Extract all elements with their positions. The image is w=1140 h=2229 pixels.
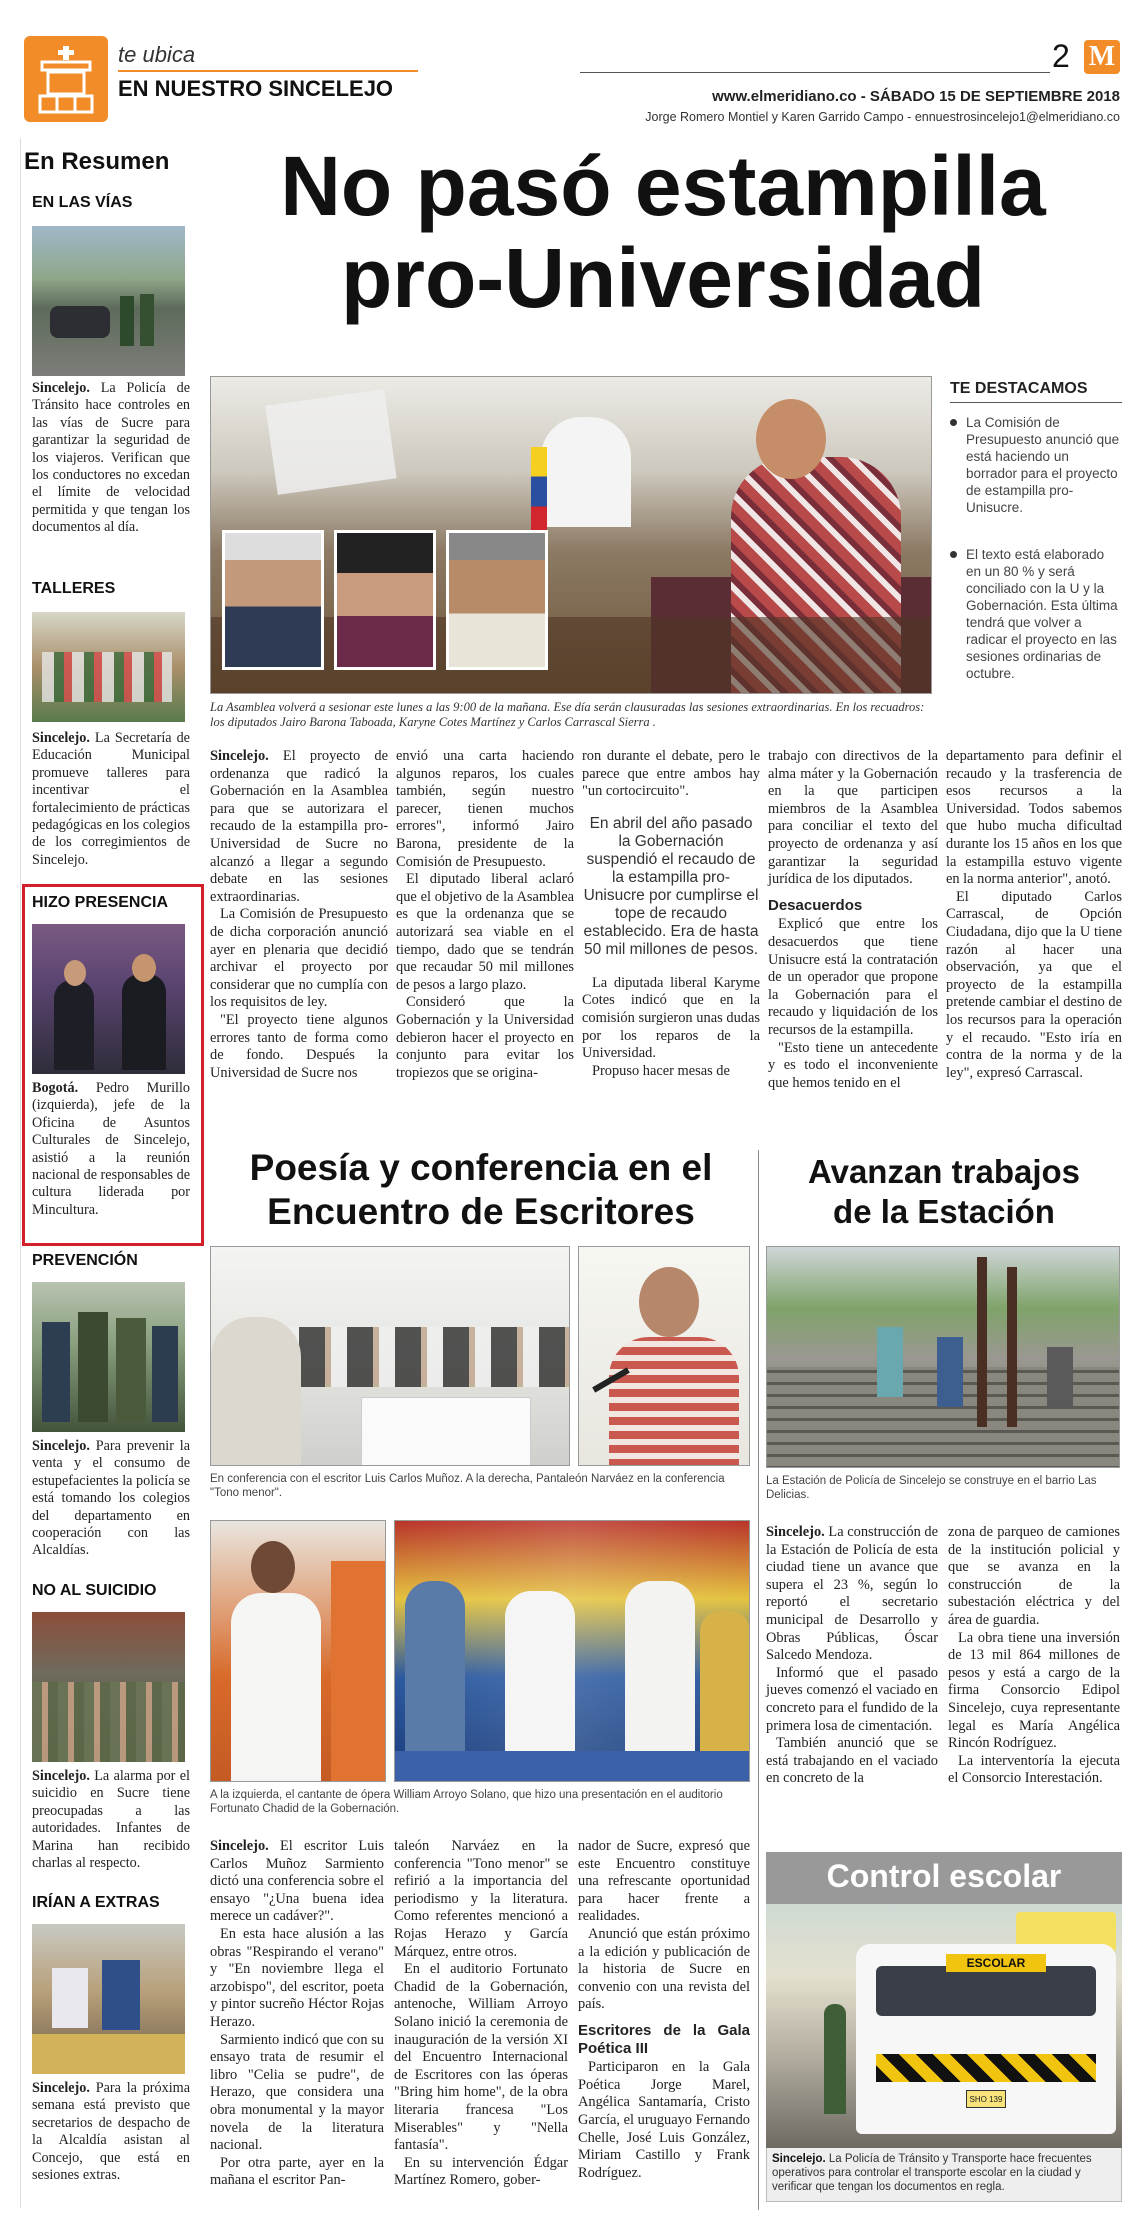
sidebar-item-text: Sincelejo. La Secretaría de Educación Municipal promueve talleres para incentivar el fortalecimiento de prácticas pedagógicas en los colegios de los corregimientos de Sincelejo. <box>32 730 190 868</box>
sidebar-photo-workshop <box>32 612 185 722</box>
section-kicker: te ubica <box>118 42 196 67</box>
brand-logo: M <box>1084 40 1120 74</box>
sidebar-item-text: Bogotá. Pedro Murillo (izquierda), jefe de la Oficina de Asuntos Culturales de Sincelejo, asistió a la reunión nacional de responsables de cultura liderada por Mincultura. <box>32 1080 190 1218</box>
section-logo <box>24 36 108 122</box>
pull-quote: En abril del año pasado la Gobernación suspendió el recaudo de la estampilla pro-Unisucre por cumplirse el tope de recaudo establecido. Era de hasta 50 mil millones de pesos. <box>583 814 759 958</box>
column-divider <box>758 1150 759 2210</box>
poetry-caption-2: A la izquierda, el cantante de ópera William Arroyo Solano, que hizo una presentación en el auditorio Fortunato Chadid de la Gobernación. <box>210 1789 723 1815</box>
poetry-col2: taleón Narváez en la conferencia "Tono menor" se refirió a la importancia del periodismo y la literatura. Como referentes mencionó a Rojas Herazo y García Márquez, entre otros. En el auditorio Fortunato Chadid de la Gobernación, antenoche, William Arroyo Solano inició la ceremonia de inauguración de la versión XI del Encuentro Internacional de Escritores con las óperas "Bring him home", de la obra literaria francesa "Los Miserables" y "Nella fantasía". En su intervención Édgar Martínez Romero, gober- <box>394 1838 568 2189</box>
van-sign: ESCOLAR <box>946 1954 1046 1972</box>
poetry-headline-line2: Encuentro de Escritores <box>267 1191 695 1232</box>
station-col2: zona de parqueo de camiones de la institución policial y que se avanza en la construcción de la subestación eléctrica y del área de guardia. La obra tiene una inversión de 13 mil 864 millones de pesos y está a cargo de la firma Consorcio Edipol Sincelejo, cuya representante legal es María Angélica Rincón Rodríguez. La interventoría la ejecuta el Consorcio Interestación. <box>948 1524 1120 1787</box>
highlights-title: TE DESTACAMOS <box>950 380 1088 397</box>
poetry-caption-1: En conferencia con el escritor Luis Carlos Muñoz. A la derecha, Pantaleón Narváez en la conferencia "Tono menor". <box>210 1473 725 1499</box>
sidebar-title: En Resumen <box>24 148 170 175</box>
van-plate: SHO 139 <box>966 2090 1006 2108</box>
main-headline-line2: pro-Universidad <box>340 231 986 325</box>
section-name: EN NUESTRO SINCELEJO <box>118 76 394 101</box>
highlight-item: El texto está elaborado en un 80 % y será conciliado con la U y la Gobernación. Esta última tendrá que volver a radicar el proyecto en las sesiones ordinarias de octubre. <box>950 546 1122 682</box>
sidebar-item-text: Sincelejo. Para prevenir la venta y el consumo de estupefacientes la policía se está tomando los colegios del departamento en cooperación con las Alcaldías. <box>32 1438 190 1559</box>
sidebar-item-text: Sincelejo. La Policía de Tránsito hace controles en las vías de Sucre para garantizar la seguridad de los viajeros. Verifican que los conductores no excedan el límite de velocidad permitida y que tengan los documentos al día. <box>32 380 190 536</box>
subhead: Escritores de la Gala Poética III <box>578 2021 750 2057</box>
sidebar-item-heading: IRÍAN A EXTRAS <box>32 1894 160 1911</box>
section-rule <box>118 70 418 72</box>
dateline: www.elmeridiano.co - SÁBADO 15 DE SEPTIEMBRE 2018 <box>712 88 1120 105</box>
church-icon <box>24 36 108 122</box>
school-caption: Sincelejo. La Policía de Tránsito y Transporte hace frecuentes operativos para controlar el transporte escolar en la ciudad y verificar que tengan los documentos en regla. <box>772 2153 1092 2193</box>
main-story-col4: trabajo con directivos de la alma máter y la Gobernación en la que participen miembros de la Asamblea para conciliar el texto del proyecto de ordenanza y así garantizar la seguridad jurídica de los diputados. Desacuerdos Explicó que entre los desacuerdos que tiene Unisucre está la contratación de un operador que propone la Gobernación para el recaudo y liquidación de los recursos de la estampilla. "Esto tiene un antecedente y es todo el inconveniente que hemos tenido en el <box>768 748 938 1091</box>
sidebar-item-text: Sincelejo. Para la próxima semana está previsto que secretarios de despacho de la Alcaldía asistan al Concejo, que está en sesiones extras. <box>32 2080 190 2184</box>
authors-line: Jorge Romero Montiel y Karen Garrido Campo - ennuestrosincelejo1@elmeridiano.co <box>645 110 1120 124</box>
highlights-list <box>950 414 1122 692</box>
sidebar-item-heading: NO AL SUICIDIO <box>32 1582 157 1599</box>
sidebar-item-heading: EN LAS VÍAS <box>32 194 133 211</box>
poetry-photo-conference <box>210 1246 570 1466</box>
poetry-photo-singer <box>210 1520 386 1782</box>
inset-portrait-1 <box>222 530 324 670</box>
sidebar-photo-marines <box>32 1612 185 1762</box>
poetry-photo-officials <box>394 1520 750 1782</box>
main-story-col2: envió una carta haciendo algunos reparos, los cuales también, según nuestro parecer, tienen muchos errores", informó Jairo Barona, presidente de la Comisión de Presupuesto. El diputado liberal aclaró que el objetivo de la Asamblea es que la ordenanza que se autorizará sea viable en el tiempo, dado que se tendrán que recaudar 50 mil millones de pesos a largo plazo. Consideró que la Gobernación y la Universidad debieron hacer el proyecto en conjunto para evitar los tropiezos que se origina- <box>396 748 574 1081</box>
sidebar-photo-meeting <box>32 924 185 1074</box>
main-story-col5: departamento para definir el recaudo y la trasferencia de esos recursos a la Universidad. Todos sabemos que hubo mucha dificultad durante los 15 años en los que la estampilla estuvo vigente en la norma anterior", anotó. El diputado Carlos Carrascal, de Opción Ciudadana, dijo que la U tiene razón al hacer una observación, ya que el proyecto de la estampilla pretende cambiar el destino de los recursos para la operación y el recaudo. "Esto iría en contra de la norma y de la ley", expresó Carrascal. <box>946 748 1122 1081</box>
station-col1: Sincelejo. La construcción de la Estación de Policía de esta ciudad tiene un avance que supera el 23 %, según lo reportó el secretario municipal de Desarrollo y Obras Públicas, Óscar Salcedo Mendoza. Informó que el pasado jueves comenzó el vaciado en concreto para el fundido de la primera losa de cimentación. También anunció que se está trabajando en el vaciado en concreto de la <box>766 1524 938 1787</box>
top-rule <box>580 72 1050 73</box>
sidebar-photo-council <box>32 1924 185 2074</box>
poetry-photo-speaker <box>578 1246 750 1466</box>
inset-portrait-3 <box>446 530 548 670</box>
sidebar-item-heading: HIZO PRESENCIA <box>32 894 169 911</box>
main-story-col3: ron durante el debate, pero le parece que entre ambos hay "un cortocircuito". En abril del año pasado la Gobernación suspendió el recaudo de la estampilla pro-Unisucre por cumplirse el tope de recaudo establecido. Era de hasta 50 mil millones de pesos. La diputada liberal Karyme Cotes indicó que en la comisión surgieron unas dudas por los reparos de la Universidad. Propuso hacer mesas de <box>582 748 760 1079</box>
sidebar-item-heading: PREVENCIÓN <box>32 1252 138 1269</box>
page-number: 2 <box>1052 38 1070 74</box>
highlight-item: La Comisión de Presupuesto anunció que está haciendo un borrador para el proyecto de estampilla pro-Unisucre. <box>950 414 1122 516</box>
main-photo-caption: La Asamblea volverá a sesionar este lunes a las 9:00 de la mañana. Ese día serán clausuradas las sesiones extraordinarias. En los recuadros: los diputados Jairo Barona Taboada, Karyne Cotes Martínez y Carlos Carrascal Sierra . <box>210 700 925 729</box>
main-story-col1: Sincelejo. El proyecto de ordenanza que radicó la Gobernación en la Asamblea para que se autorizara el recaudo de la estampilla pro-Universidad de Sucre no alcanzó a llegar a segundo debate en las sesiones extraordinarias. La Comisión de Presupuesto de dicha corporación anunció ayer en plenaria que decidió archivar el proyecto por considerar que no cumplía con los requisitos de ley. "El proyecto tiene algunos errores tanto de forma como de fondo. Después la Universidad de Sucre nos <box>210 748 388 1081</box>
school-box-title: Control escolar <box>826 1858 1062 1894</box>
main-headline-line1: No pasó estampilla <box>280 139 1046 233</box>
inset-portrait-2 <box>334 530 436 670</box>
school-photo-van <box>766 1904 1122 2148</box>
station-headline-line1: Avanzan trabajos <box>807 1153 1081 1190</box>
poetry-col3: nador de Sucre, expresó que este Encuentro constituye una refrescante oportunidad para hacer frente a realidades. Anunció que están próximo a la edición y publicación de la historia de Sucre en convenio con una revista del país. Escritores de la Gala Poética III Participaron en la Gala Poética Jorge Marel, Angélica Santamaría, Cristo García, el uruguayo Fernando Chelle, José Luis González, Miriam Castillo y Frank Rodríguez. <box>578 1838 750 2181</box>
poetry-headline-line1: Poesía y conferencia en el <box>249 1147 713 1188</box>
sidebar-item-text: Sincelejo. La alarma por el suicidio en Sucre tiene preocupadas a las autoridades. Infantes de Marina han recibido charlas al respecto. <box>32 1768 190 1872</box>
sidebar-photo-road <box>32 226 185 376</box>
sidebar-photo-police <box>32 1282 185 1432</box>
station-caption: La Estación de Policía de Sincelejo se construye en el barrio Las Delicias. <box>766 1475 1097 1501</box>
highlights-rule <box>950 402 1122 403</box>
station-headline-line2: de la Estación <box>833 1193 1055 1230</box>
sidebar-item-heading: TALLERES <box>32 580 116 597</box>
poetry-col1: Sincelejo. El escritor Luis Carlos Muñoz Sarmiento dictó una conferencia sobre el ensayo "¿Una buena idea merece un cadáver?". En esta hace alusión a las obras "Respirando el verano" y "En noviembre llega el arzobispo", del escritor, poeta y pintor sucreño Héctor Rojas Herazo. Sarmiento indicó que con su ensayo trata de resumir el libro "Celia se pudre", de Herazo, que considera una obra monumental y la mayor novela de la literatura nacional. Por otra parte, ayer en la mañana el escritor Pan- <box>210 1838 384 2189</box>
station-photo-construction <box>766 1246 1120 1468</box>
subhead: Desacuerdos <box>768 896 863 914</box>
